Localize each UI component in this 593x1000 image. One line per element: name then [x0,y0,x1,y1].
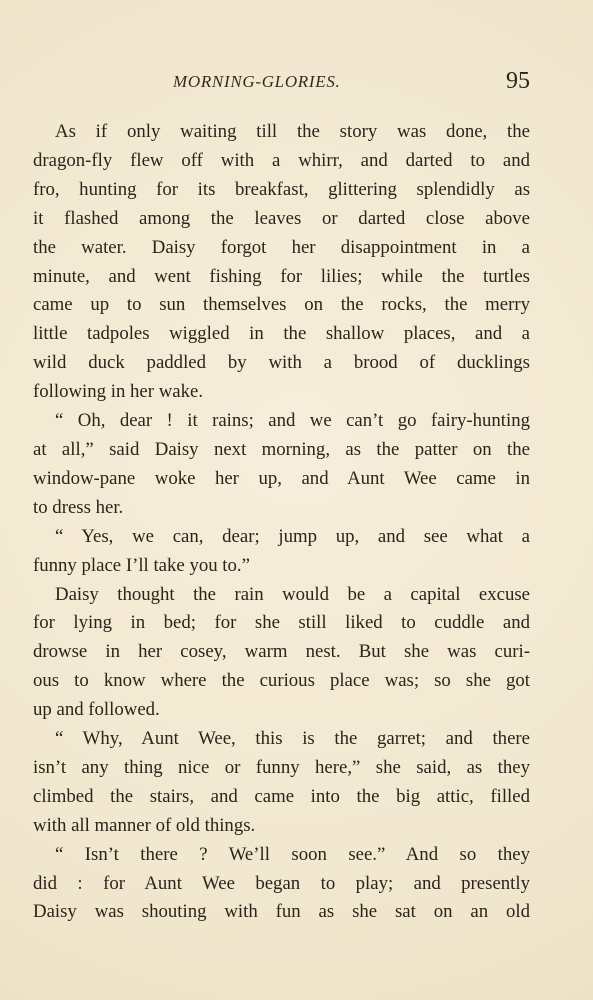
text-line: Daisy was shouting with fun as she sat on an old [33,901,530,923]
text-line: wild duck paddled by with a brood of ducklings [33,352,530,374]
text-line: drowse in her cosey, warm nest. But she was curi- [33,641,530,663]
text-line: climbed the stairs, and came into the big attic, filled [33,785,530,807]
text-line: came up to sun themselves on the rocks, the merry [33,294,530,316]
text-line: “ Why, Aunt Wee, this is the garret; and there [55,728,530,750]
text-line: with all manner of old things. [33,814,256,836]
running-title: MORNING-GLORIES. [173,72,341,91]
text-line: ous to know where the curious place was; so she got [33,670,530,692]
text-line: dragon-fly flew off with a whirr, and darted to and [33,149,530,171]
text-line: fro, hunting for its breakfast, glittering splendidly as [33,178,530,200]
text-line: window-pane woke her up, and Aunt Wee came in [33,467,530,489]
text-line: up and followed. [33,699,160,721]
text-line: funny place I’ll take you to.” [33,554,250,576]
text-line: the water. Daisy forgot her disappointment in a [33,236,530,258]
text-line: it flashed among the leaves or darted close above [33,207,530,229]
text-line: did : for Aunt Wee began to play; and presently [33,872,530,894]
page-number: 95 [506,68,530,94]
text-line: “ Yes, we can, dear; jump up, and see what a [55,525,530,547]
text-line: little tadpoles wiggled in the shallow places, and a [33,323,530,345]
text-line: following in her wake. [33,381,204,403]
text-line: “ Oh, dear ! it rains; and we can’t go fairy-hunting [55,410,530,432]
page-text [33,118,530,927]
text-line: for lying in bed; for she still liked to cuddle and [33,612,530,634]
text-line: As if only waiting till the story was done, the [55,121,530,142]
text-line: Daisy thought the rain would be a capital excuse [55,583,530,605]
text-line: “ Isn’t there ? We’ll soon see.” And so they [55,843,530,865]
page-header [0,68,593,102]
text-line: minute, and went fishing for lilies; while the turtles [33,265,530,287]
text-line: isn’t any thing nice or funny here,” she said, as they [33,756,530,778]
text-line: at all,” said Daisy next morning, as the patter on the [33,438,530,460]
text-line: to dress her. [33,496,124,518]
